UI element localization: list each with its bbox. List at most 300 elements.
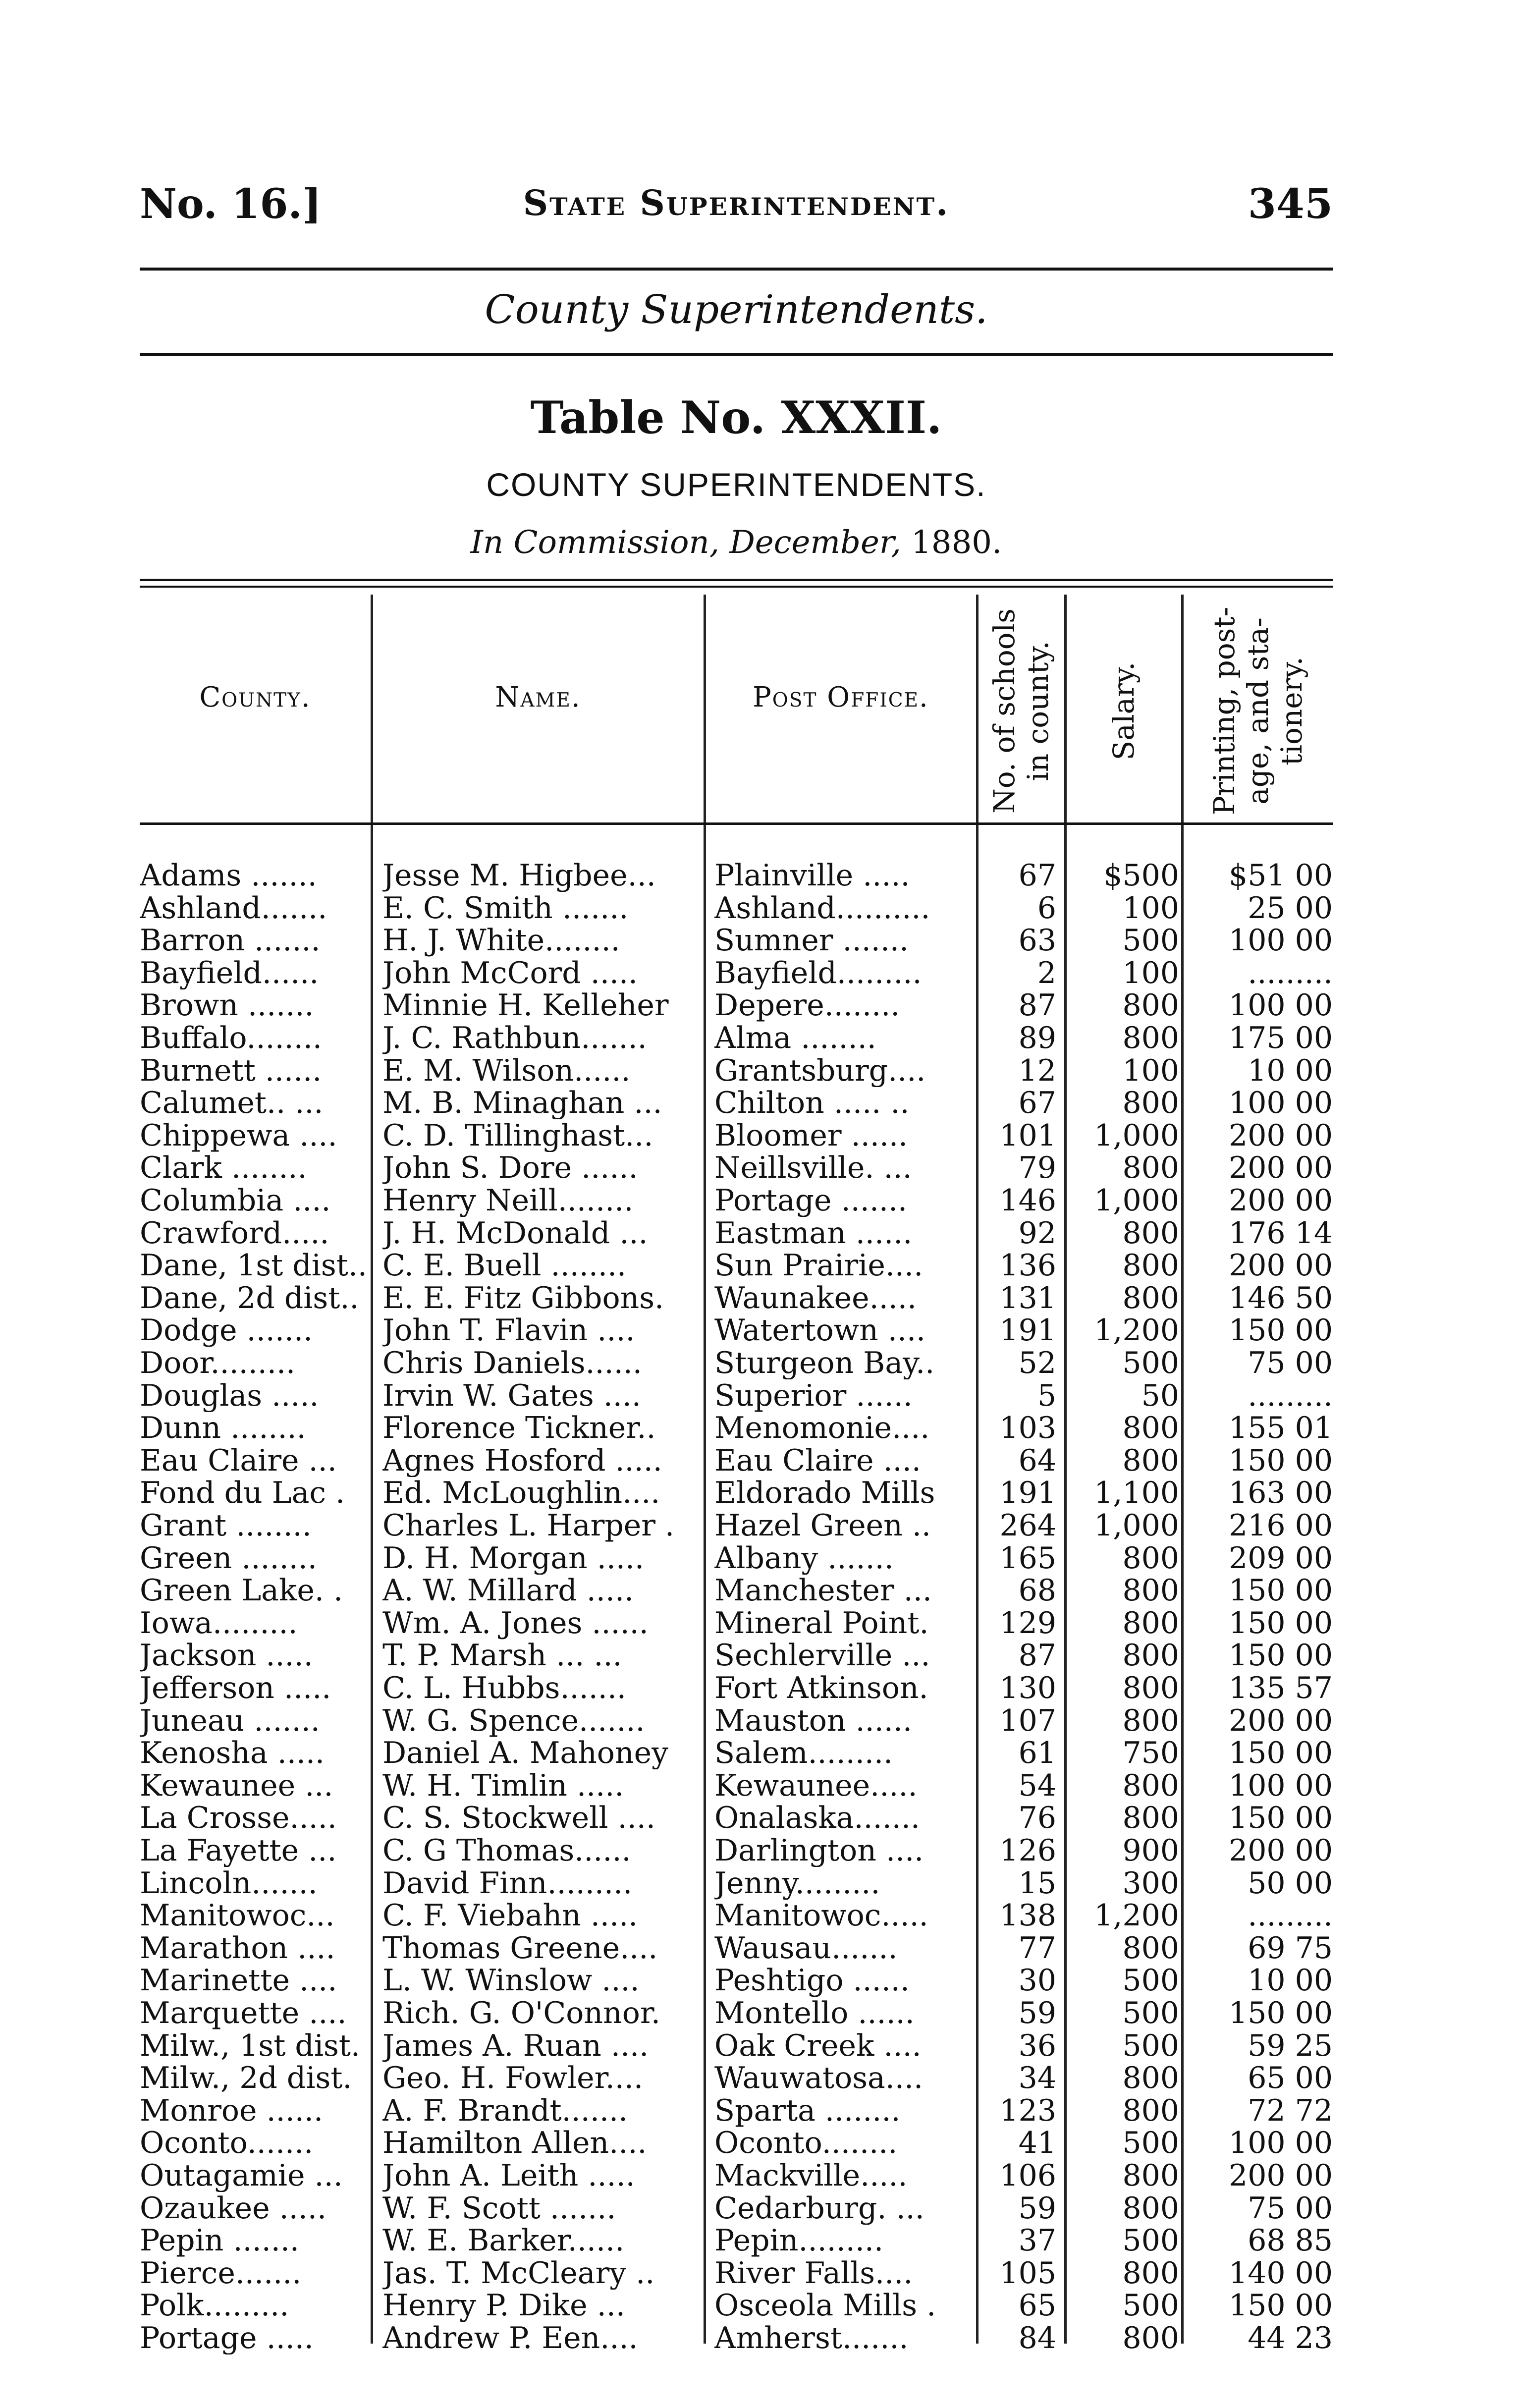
schools-cell: 65	[1018, 2289, 1056, 2322]
name-cell: Minnie H. Kelleher	[382, 989, 669, 1022]
post-office-cell: River Falls....	[714, 2257, 913, 2290]
name-cell: Wm. A. Jones ......	[382, 1607, 649, 1640]
printing-cell: 175 00	[1229, 1022, 1333, 1054]
table-row	[140, 1672, 1333, 1704]
printing-cell: 200 00	[1229, 1834, 1333, 1867]
county-cell: Brown .......	[140, 989, 314, 1022]
salary-cell: 800	[1122, 1087, 1179, 1119]
salary-cell: 800	[1122, 2094, 1179, 2127]
salary-cell: 800	[1122, 1022, 1179, 1054]
table-row	[140, 1151, 1333, 1184]
name-cell: W. F. Scott .......	[382, 2192, 616, 2225]
name-cell: Geo. H. Fowler....	[382, 2062, 644, 2094]
name-cell: John McCord .....	[382, 957, 638, 989]
post-office-cell: Watertown ....	[714, 1314, 926, 1347]
salary-cell: 800	[1122, 1639, 1179, 1672]
name-cell: John T. Flavin ....	[382, 1314, 635, 1347]
table-row	[140, 1802, 1333, 1834]
printing-cell: 150 00	[1229, 1997, 1333, 2029]
table-row	[140, 1769, 1333, 1802]
county-cell: Dunn ........	[140, 1412, 306, 1444]
name-cell: M. B. Minaghan ...	[382, 1087, 662, 1119]
printing-cell: 10 00	[1248, 1964, 1333, 1997]
salary-cell: $500	[1103, 859, 1179, 892]
name-cell: E. E. Fitz Gibbons.	[382, 1282, 664, 1314]
printing-cell: 150 00	[1229, 1574, 1333, 1607]
printing-cell: 10 00	[1248, 1054, 1333, 1087]
salary-cell: 300	[1122, 1867, 1179, 1900]
printing-cell: 163 00	[1229, 1477, 1333, 1509]
county-cell: Monroe ......	[140, 2094, 324, 2127]
salary-cell: 50	[1141, 1379, 1179, 1412]
salary-cell: 1,000	[1094, 1509, 1179, 1542]
salary-cell: 800	[1122, 1574, 1179, 1607]
schools-cell: 76	[1018, 1802, 1056, 1834]
column-header-salary-label: Salary.	[1107, 661, 1141, 761]
schools-cell: 123	[999, 2094, 1056, 2127]
schools-cell: 101	[999, 1119, 1056, 1152]
table-row	[140, 1834, 1333, 1867]
printing-cell: 69 75	[1248, 1932, 1333, 1965]
table-row	[140, 1477, 1333, 1509]
printing-cell: .........	[1248, 957, 1333, 989]
table-row	[140, 1899, 1333, 1932]
table-date-year: 1880.	[911, 524, 1002, 561]
salary-cell: 1,200	[1094, 1899, 1179, 1932]
name-cell: Hamilton Allen....	[382, 2127, 647, 2159]
printing-cell: 209 00	[1229, 1542, 1333, 1575]
county-cell: Douglas .....	[140, 1379, 319, 1412]
printing-cell: 44 23	[1248, 2322, 1333, 2354]
schools-cell: 54	[1018, 1769, 1056, 1802]
post-office-cell: Eastman ......	[714, 1217, 913, 1250]
salary-cell: 800	[1122, 2257, 1179, 2290]
post-office-cell: Albany .......	[714, 1542, 894, 1575]
post-office-cell: Onalaska.......	[714, 1802, 920, 1834]
schools-cell: 59	[1018, 2192, 1056, 2225]
schools-cell: 5	[1037, 1379, 1056, 1412]
schools-cell: 126	[999, 1834, 1056, 1867]
table-row	[140, 1574, 1333, 1607]
table-row	[140, 1997, 1333, 2029]
post-office-cell: Ashland..........	[714, 892, 930, 925]
county-cell: Green ........	[140, 1542, 317, 1575]
schools-cell: 15	[1018, 1867, 1056, 1900]
post-office-cell: Sparta ........	[714, 2094, 901, 2127]
table-row	[140, 2062, 1333, 2094]
county-cell: Pierce.......	[140, 2257, 302, 2290]
schools-cell: 138	[999, 1899, 1056, 1932]
column-header-name	[373, 595, 704, 827]
column-header-schools-label	[987, 608, 1055, 814]
column-header-name-label: Name.	[495, 681, 581, 713]
printing-cell: 150 00	[1229, 1639, 1333, 1672]
printing-cell: 50 00	[1248, 1867, 1333, 1900]
column-header-post-office-label: Post Office.	[753, 681, 929, 713]
post-office-cell: Bayfield.........	[714, 957, 922, 989]
county-cell: Outagamie ...	[140, 2159, 343, 2192]
table-row	[140, 1542, 1333, 1575]
schools-cell: 105	[999, 2257, 1056, 2290]
county-cell: La Crosse.....	[140, 1802, 337, 1834]
salary-cell: 800	[1122, 1932, 1179, 1965]
name-cell: Florence Tickner..	[382, 1412, 656, 1444]
county-cell: Dodge .......	[140, 1314, 313, 1347]
county-cell: Dane, 2d dist..	[140, 1282, 359, 1314]
county-cell: Jefferson .....	[140, 1672, 331, 1704]
schools-cell: 103	[999, 1412, 1056, 1444]
name-cell: John S. Dore ......	[382, 1151, 638, 1184]
schools-cell: 68	[1018, 1574, 1056, 1607]
name-cell: E. C. Smith .......	[382, 892, 629, 925]
county-cell: Burnett ......	[140, 1054, 322, 1087]
schools-cell: 87	[1018, 1639, 1056, 1672]
name-cell: W. H. Timlin .....	[382, 1769, 624, 1802]
county-cell: Kewaunee ...	[140, 1769, 333, 1802]
document-number: No. 16.]	[140, 180, 322, 228]
post-office-cell: Plainville .....	[714, 859, 910, 892]
table-row	[140, 2192, 1333, 2225]
county-cell: Oconto.......	[140, 2127, 314, 2159]
column-header-schools-line-1: No. of schools	[987, 608, 1021, 814]
printing-cell: 150 00	[1229, 1444, 1333, 1477]
name-cell: A. F. Brandt.......	[382, 2094, 628, 2127]
name-cell: Jas. T. McCleary ..	[382, 2257, 655, 2290]
table-row	[140, 2289, 1333, 2322]
county-cell: Chippewa ....	[140, 1119, 337, 1152]
printing-cell: 140 00	[1229, 2257, 1333, 2290]
salary-cell: 100	[1122, 892, 1179, 925]
column-header-post-office	[706, 595, 976, 827]
section-rule	[140, 353, 1333, 356]
column-header-county	[140, 595, 371, 827]
post-office-cell: Salem.........	[714, 1737, 893, 1769]
schools-cell: 87	[1018, 989, 1056, 1022]
salary-cell: 1,200	[1094, 1314, 1179, 1347]
schools-cell: 52	[1018, 1347, 1056, 1379]
county-cell: Adams .......	[140, 859, 317, 892]
schools-cell: 131	[999, 1282, 1056, 1314]
column-header-printing-line-3: tionery.	[1275, 657, 1308, 766]
table-row	[140, 1022, 1333, 1054]
printing-cell: 100 00	[1229, 1087, 1333, 1119]
name-cell: Irvin W. Gates ....	[382, 1379, 641, 1412]
salary-cell: 100	[1122, 1054, 1179, 1087]
printing-cell: .........	[1248, 1379, 1333, 1412]
county-cell: La Fayette ...	[140, 1834, 337, 1867]
county-cell: Kenosha .....	[140, 1737, 325, 1769]
salary-cell: 500	[1122, 1964, 1179, 1997]
salary-cell: 1,000	[1094, 1119, 1179, 1152]
table-row	[140, 1509, 1333, 1542]
schools-cell: 37	[1018, 2224, 1056, 2257]
post-office-cell: Chilton ..... ..	[714, 1087, 910, 1119]
county-cell: Portage .....	[140, 2322, 314, 2354]
printing-cell: 150 00	[1229, 1802, 1333, 1834]
salary-cell: 800	[1122, 989, 1179, 1022]
column-header-schools	[978, 595, 1064, 827]
county-cell: Barron .......	[140, 924, 321, 957]
salary-cell: 800	[1122, 1282, 1179, 1314]
post-office-cell: Alma ........	[714, 1022, 876, 1054]
county-cell: Milw., 1st dist.	[140, 2029, 360, 2062]
printing-cell: 200 00	[1229, 1119, 1333, 1152]
table-row	[140, 1932, 1333, 1965]
salary-cell: 1,000	[1094, 1184, 1179, 1217]
post-office-cell: Osceola Mills .	[714, 2289, 936, 2322]
post-office-cell: Waunakee.....	[714, 1282, 917, 1314]
table-row	[140, 2094, 1333, 2127]
post-office-cell: Depere........	[714, 989, 900, 1022]
column-header-salary	[1066, 595, 1181, 827]
post-office-cell: Mauston ......	[714, 1704, 913, 1737]
table-subtitle: COUNTY SUPERINTENDENTS.	[486, 466, 986, 503]
section-title: County Superintendents.	[485, 286, 988, 332]
printing-cell: 155 01	[1229, 1412, 1333, 1444]
table-row	[140, 2257, 1333, 2290]
post-office-cell: Darlington ....	[714, 1834, 924, 1867]
post-office-cell: Sechlerville ...	[714, 1639, 930, 1672]
schools-cell: 92	[1018, 1217, 1056, 1250]
name-cell: H. J. White........	[382, 924, 620, 957]
column-header-printing-line-2: age, and sta-	[1241, 617, 1275, 805]
table-row	[140, 2127, 1333, 2159]
name-cell: C. S. Stockwell ....	[382, 1802, 655, 1834]
schools-cell: 67	[1018, 1087, 1056, 1119]
salary-cell: 800	[1122, 1607, 1179, 1640]
post-office-cell: Neillsville. ...	[714, 1151, 912, 1184]
name-cell: James A. Ruan ....	[382, 2029, 649, 2062]
name-cell: C. E. Buell ........	[382, 1249, 627, 1282]
post-office-cell: Sun Prairie....	[714, 1249, 924, 1282]
schools-cell: 191	[999, 1314, 1056, 1347]
county-cell: Eau Claire ...	[140, 1444, 337, 1477]
county-cell: Clark ........	[140, 1151, 307, 1184]
printing-cell: 25 00	[1248, 892, 1333, 925]
post-office-cell: Wausau.......	[714, 1932, 898, 1965]
county-cell: Bayfield......	[140, 957, 319, 989]
schools-cell: 12	[1018, 1054, 1056, 1087]
printing-cell: .........	[1248, 1899, 1333, 1932]
printing-cell: 200 00	[1229, 1184, 1333, 1217]
name-cell: A. W. Millard .....	[382, 1574, 634, 1607]
county-cell: Ozaukee .....	[140, 2192, 327, 2225]
name-cell: David Finn.........	[382, 1867, 633, 1900]
printing-cell: 150 00	[1229, 1607, 1333, 1640]
table-row	[140, 2159, 1333, 2192]
name-cell: Charles L. Harper .	[382, 1509, 675, 1542]
table-row	[140, 2029, 1333, 2062]
post-office-cell: Wauwatosa....	[714, 2062, 924, 2094]
county-cell: Columbia ....	[140, 1184, 331, 1217]
salary-cell: 800	[1122, 1444, 1179, 1477]
schools-cell: 130	[999, 1672, 1056, 1704]
printing-cell: 68 85	[1248, 2224, 1333, 2257]
printing-cell: 65 00	[1248, 2062, 1333, 2094]
salary-cell: 750	[1122, 1737, 1179, 1769]
name-cell: E. M. Wilson......	[382, 1054, 631, 1087]
table-row	[140, 1737, 1333, 1769]
salary-cell: 900	[1122, 1834, 1179, 1867]
printing-cell: 150 00	[1229, 2289, 1333, 2322]
name-cell: J. C. Rathbun.......	[382, 1022, 647, 1054]
header-bottom-rule	[140, 822, 1333, 825]
printing-cell: 100 00	[1229, 1769, 1333, 1802]
post-office-cell: Peshtigo ......	[714, 1964, 910, 1997]
name-cell: John A. Leith .....	[382, 2159, 635, 2192]
name-cell: J. H. McDonald ...	[382, 1217, 648, 1250]
schools-cell: 34	[1018, 2062, 1056, 2094]
schools-cell: 77	[1018, 1932, 1056, 1965]
table-row	[140, 957, 1333, 989]
salary-cell: 800	[1122, 1769, 1179, 1802]
table-row	[140, 1964, 1333, 1997]
salary-cell: 500	[1122, 1997, 1179, 2029]
table-top-rule-2	[140, 586, 1333, 588]
county-cell: Marinette ....	[140, 1964, 337, 1997]
table-row	[140, 1217, 1333, 1250]
salary-cell: 800	[1122, 2192, 1179, 2225]
salary-cell: 500	[1122, 2127, 1179, 2159]
salary-cell: 500	[1122, 1347, 1179, 1379]
post-office-cell: Eau Claire ....	[714, 1444, 921, 1477]
salary-cell: 500	[1122, 2224, 1179, 2257]
salary-cell: 800	[1122, 1151, 1179, 1184]
schools-cell: 106	[999, 2159, 1056, 2192]
post-office-cell: Portage .......	[714, 1184, 908, 1217]
table-row	[140, 2322, 1333, 2354]
post-office-cell: Eldorado Mills	[714, 1477, 935, 1509]
table-row	[140, 1282, 1333, 1314]
post-office-cell: Sturgeon Bay..	[714, 1347, 935, 1379]
printing-cell: 150 00	[1229, 1737, 1333, 1769]
printing-cell: 200 00	[1229, 1704, 1333, 1737]
name-cell: Agnes Hosford .....	[382, 1444, 662, 1477]
name-cell: L. W. Winslow ....	[382, 1964, 640, 1997]
name-cell: D. H. Morgan .....	[382, 1542, 645, 1575]
schools-cell: 264	[999, 1509, 1056, 1542]
schools-cell: 2	[1037, 957, 1056, 989]
schools-cell: 129	[999, 1607, 1056, 1640]
county-cell: Crawford.....	[140, 1217, 329, 1250]
schools-cell: 107	[999, 1704, 1056, 1737]
salary-cell: 800	[1122, 2062, 1179, 2094]
name-cell: C. F. Viebahn .....	[382, 1899, 638, 1932]
salary-cell: 100	[1122, 957, 1179, 989]
post-office-cell: Bloomer ......	[714, 1119, 908, 1152]
table-date	[140, 524, 1333, 561]
county-cell: Dane, 1st dist..	[140, 1249, 367, 1282]
post-office-cell: Oconto........	[714, 2127, 898, 2159]
post-office-cell: Cedarburg. ...	[714, 2192, 924, 2225]
county-cell: Marquette ....	[140, 1997, 347, 2029]
post-office-cell: Grantsburg....	[714, 1054, 926, 1087]
printing-cell: 200 00	[1229, 1249, 1333, 1282]
top-rule	[140, 268, 1333, 271]
printing-cell: 216 00	[1229, 1509, 1333, 1542]
name-cell: C. L. Hubbs.......	[382, 1672, 626, 1704]
salary-cell: 1,100	[1094, 1477, 1179, 1509]
post-office-cell: Sumner .......	[714, 924, 909, 957]
name-cell: Rich. G. O'Connor.	[382, 1997, 660, 2029]
schools-cell: 136	[999, 1249, 1056, 1282]
county-cell: Milw., 2d dist.	[140, 2062, 352, 2094]
name-cell: Henry Neill........	[382, 1184, 634, 1217]
column-header-schools-line-2: in county.	[1021, 641, 1055, 781]
schools-cell: 165	[999, 1542, 1056, 1575]
county-cell: Calumet.. ...	[140, 1087, 324, 1119]
table-row	[140, 1444, 1333, 1477]
county-cell: Buffalo........	[140, 1022, 322, 1054]
post-office-cell: Oak Creek ....	[714, 2029, 922, 2062]
county-cell: Manitowoc...	[140, 1899, 335, 1932]
name-cell: T. P. Marsh ... ...	[382, 1639, 622, 1672]
post-office-cell: Superior ......	[714, 1379, 913, 1412]
column-header-printing-line-1: Printing, post-	[1207, 606, 1241, 816]
table-row	[140, 2224, 1333, 2257]
printing-cell: 75 00	[1248, 2192, 1333, 2225]
table-row	[140, 1412, 1333, 1444]
post-office-cell: Manchester ...	[714, 1574, 932, 1607]
name-cell: Jesse M. Higbee...	[382, 859, 656, 892]
salary-cell: 500	[1122, 2289, 1179, 2322]
table-date-prefix: In Commission, December,	[470, 524, 901, 561]
printing-cell: $51 00	[1229, 859, 1333, 892]
post-office-cell: Menomonie....	[714, 1412, 930, 1444]
name-cell: Henry P. Dike ...	[382, 2289, 625, 2322]
table-row	[140, 1184, 1333, 1217]
salary-cell: 800	[1122, 1249, 1179, 1282]
printing-cell: 200 00	[1229, 1151, 1333, 1184]
printing-cell: 150 00	[1229, 1314, 1333, 1347]
schools-cell: 191	[999, 1477, 1056, 1509]
name-cell: Ed. McLoughlin....	[382, 1477, 660, 1509]
county-cell: Iowa.........	[140, 1607, 298, 1640]
running-title: State Superintendent.	[523, 182, 950, 223]
post-office-cell: Kewaunee.....	[714, 1769, 918, 1802]
table-row	[140, 1867, 1333, 1900]
printing-cell: 59 25	[1248, 2029, 1333, 2062]
table-row	[140, 1704, 1333, 1737]
table-row	[140, 1379, 1333, 1412]
schools-cell: 36	[1018, 2029, 1056, 2062]
table-row	[140, 859, 1333, 892]
schools-cell: 89	[1018, 1022, 1056, 1054]
page-number: 345	[1248, 180, 1333, 228]
salary-cell: 800	[1122, 2159, 1179, 2192]
table-top-rule-1	[140, 579, 1333, 581]
printing-cell: 200 00	[1229, 2159, 1333, 2192]
printing-cell: 146 50	[1229, 1282, 1333, 1314]
salary-cell: 800	[1122, 1704, 1179, 1737]
column-header-county-label: County.	[199, 681, 311, 713]
name-cell: C. D. Tillinghast...	[382, 1119, 653, 1152]
table-row	[140, 1314, 1333, 1347]
salary-cell: 800	[1122, 1542, 1179, 1575]
schools-cell: 30	[1018, 1964, 1056, 1997]
name-cell: C. G Thomas......	[382, 1834, 631, 1867]
name-cell: Daniel A. Mahoney	[382, 1737, 668, 1769]
post-office-cell: Mackville.....	[714, 2159, 908, 2192]
name-cell: W. G. Spence.......	[382, 1704, 645, 1737]
salary-cell: 800	[1122, 2322, 1179, 2354]
schools-cell: 41	[1018, 2127, 1056, 2159]
name-cell: Thomas Greene....	[382, 1932, 658, 1965]
schools-cell: 64	[1018, 1444, 1056, 1477]
column-header-printing	[1183, 595, 1333, 827]
printing-cell: 100 00	[1229, 924, 1333, 957]
post-office-cell: Manitowoc.....	[714, 1899, 928, 1932]
